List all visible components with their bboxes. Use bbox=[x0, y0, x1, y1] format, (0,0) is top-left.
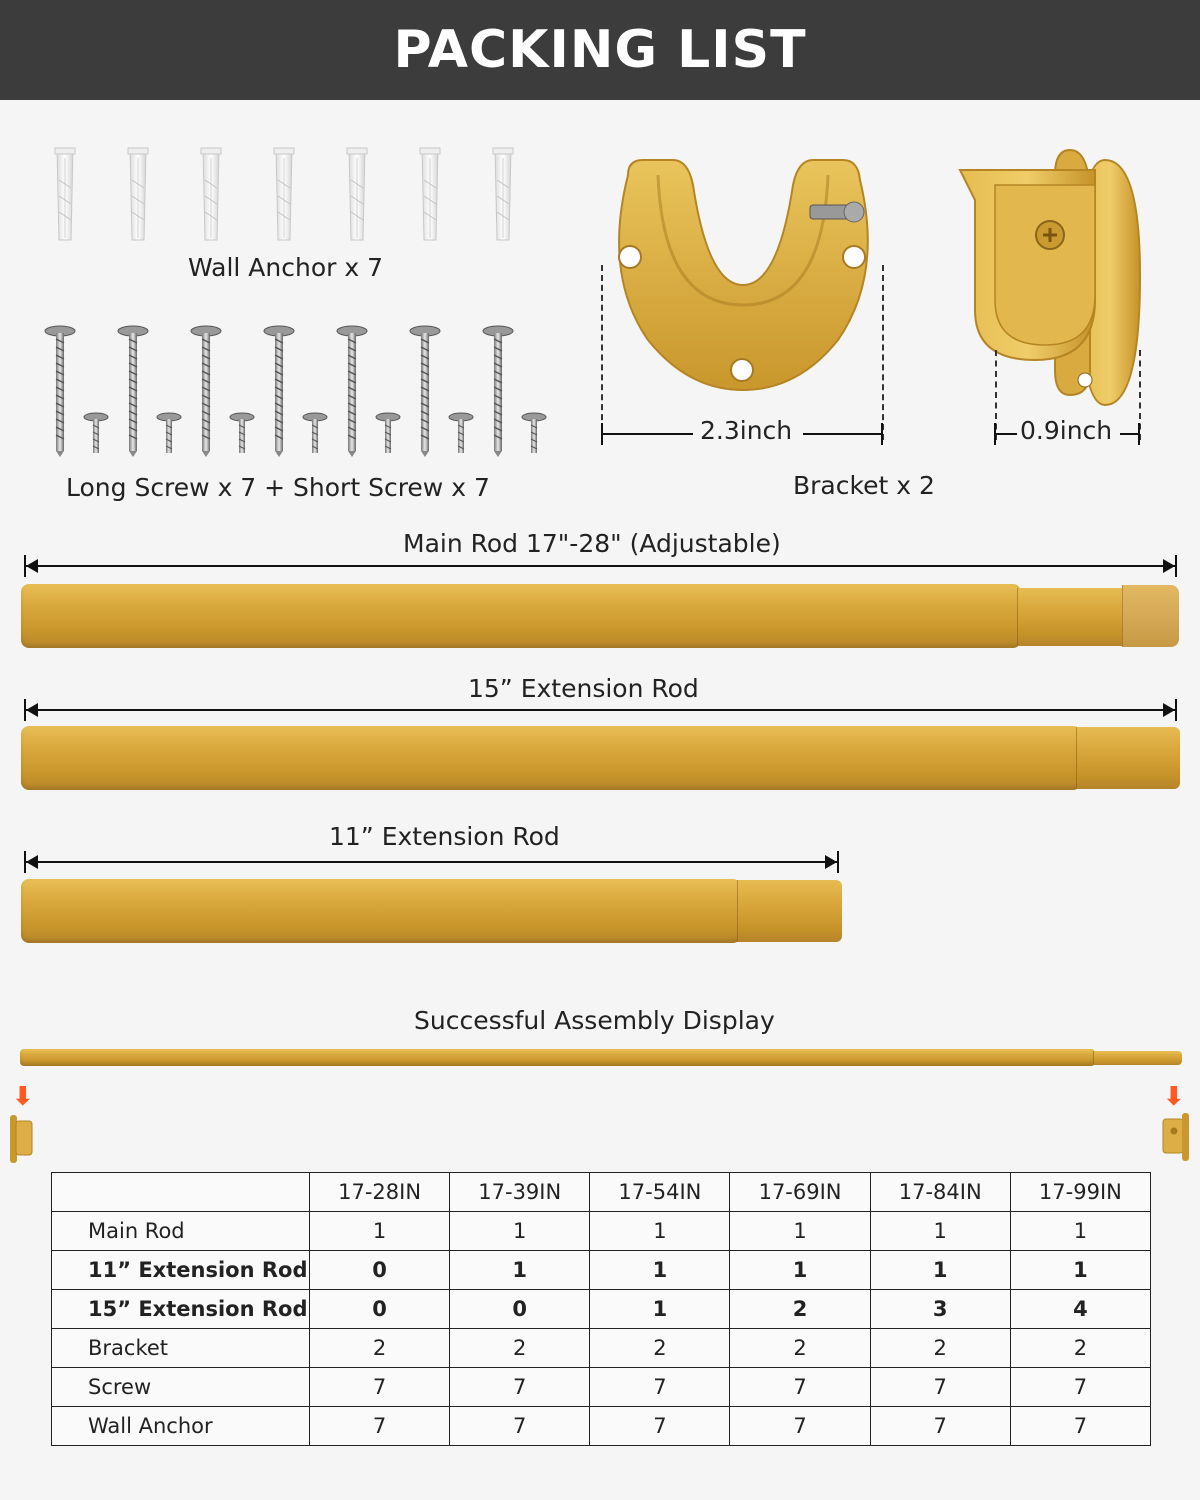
ext15-dim-line bbox=[26, 709, 1176, 711]
ext11-rod bbox=[21, 879, 741, 943]
table-cell: 0 bbox=[310, 1251, 450, 1290]
table-cell: 1 bbox=[450, 1212, 590, 1251]
bracket-front-image bbox=[598, 155, 888, 395]
table-cell: 2 bbox=[310, 1329, 450, 1368]
bracket-width-label: 2.3inch bbox=[700, 416, 793, 445]
assembled-rod-end bbox=[1093, 1051, 1182, 1065]
table-cell: 7 bbox=[1010, 1407, 1150, 1446]
ext15-rod-joint bbox=[1076, 727, 1180, 789]
table-cell: 2 bbox=[590, 1329, 730, 1368]
table-cell: 7 bbox=[1010, 1368, 1150, 1407]
wall-anchor-label: Wall Anchor x 7 bbox=[188, 253, 383, 282]
table-row bbox=[52, 1251, 1151, 1290]
page-title: PACKING LIST bbox=[393, 20, 807, 80]
table-row bbox=[52, 1368, 1151, 1407]
table-cell: 7 bbox=[590, 1407, 730, 1446]
table-header-cell: 17-54IN bbox=[590, 1173, 730, 1212]
table-header-row bbox=[52, 1173, 1151, 1212]
table-cell: 7 bbox=[870, 1407, 1010, 1446]
table-row bbox=[52, 1329, 1151, 1368]
ext11-dim-arrow-right bbox=[825, 855, 837, 869]
bracket-depth-line-left bbox=[995, 433, 1017, 435]
wall-anchors-image bbox=[45, 140, 545, 250]
ext11-label: 11” Extension Rod bbox=[329, 822, 560, 851]
ext15-label: 15” Extension Rod bbox=[468, 674, 699, 703]
main-rod-dim-arrow-right bbox=[1163, 559, 1175, 573]
screws-image bbox=[40, 325, 560, 460]
table-row-label: Wall Anchor bbox=[52, 1407, 310, 1446]
table-cell: 4 bbox=[1010, 1290, 1150, 1329]
table-cell: 7 bbox=[870, 1368, 1010, 1407]
table-row-label: 15” Extension Rod bbox=[52, 1290, 310, 1329]
table-cell: 1 bbox=[870, 1251, 1010, 1290]
bracket-width-end-right bbox=[881, 423, 883, 445]
table-cell: 7 bbox=[310, 1368, 450, 1407]
bracket-width-guide-right bbox=[882, 265, 884, 440]
table-cell: 1 bbox=[590, 1290, 730, 1329]
table-cell: 2 bbox=[450, 1329, 590, 1368]
bracket-side-image bbox=[955, 140, 1145, 410]
ext15-dim-end-right bbox=[1175, 699, 1177, 721]
table-cell: 7 bbox=[310, 1407, 450, 1446]
assembly-label: Successful Assembly Display bbox=[414, 1006, 775, 1035]
right-bracket-small-icon bbox=[1163, 1113, 1191, 1161]
bracket-width-line-right bbox=[803, 433, 883, 435]
table-row-label: Main Rod bbox=[52, 1212, 310, 1251]
assembled-rod bbox=[20, 1049, 1095, 1066]
table-cell: 2 bbox=[730, 1290, 870, 1329]
table-cell: 1 bbox=[1010, 1212, 1150, 1251]
table-cell: 7 bbox=[450, 1407, 590, 1446]
main-rod-dim-line bbox=[26, 565, 1176, 567]
screw-label: Long Screw x 7 + Short Screw x 7 bbox=[66, 473, 490, 502]
ext11-dim-line bbox=[26, 861, 838, 863]
main-rod-end-cap bbox=[1122, 585, 1179, 647]
table-row bbox=[52, 1212, 1151, 1251]
table-cell: 2 bbox=[1010, 1329, 1150, 1368]
ext15-dim-arrow-right bbox=[1163, 703, 1175, 717]
table-row-label: 11” Extension Rod bbox=[52, 1251, 310, 1290]
table-cell: 1 bbox=[450, 1251, 590, 1290]
table-cell: 7 bbox=[590, 1368, 730, 1407]
bracket-width-line-left bbox=[601, 433, 693, 435]
bracket-width-guide-left bbox=[601, 265, 603, 440]
table-cell: 0 bbox=[450, 1290, 590, 1329]
table-cell: 7 bbox=[450, 1368, 590, 1407]
table-cell: 1 bbox=[730, 1251, 870, 1290]
header-bar bbox=[0, 0, 1200, 100]
table-header-cell: 17-69IN bbox=[730, 1173, 870, 1212]
main-rod bbox=[21, 584, 1021, 648]
table-header-cell: 17-99IN bbox=[1010, 1173, 1150, 1212]
table-header-cell: 17-28IN bbox=[310, 1173, 450, 1212]
table-header-cell: 17-39IN bbox=[450, 1173, 590, 1212]
table-header-cell: 17-84IN bbox=[870, 1173, 1010, 1212]
bracket-label: Bracket x 2 bbox=[793, 471, 935, 500]
table-cell: 2 bbox=[870, 1329, 1010, 1368]
table-cell: 1 bbox=[730, 1212, 870, 1251]
left-bracket-small-icon bbox=[8, 1115, 34, 1163]
table-cell: 1 bbox=[590, 1212, 730, 1251]
table-cell: 7 bbox=[730, 1407, 870, 1446]
main-rod-dim-end-right bbox=[1175, 555, 1177, 577]
table-row bbox=[52, 1407, 1151, 1446]
table-cell: 1 bbox=[590, 1251, 730, 1290]
table-cell: 0 bbox=[310, 1290, 450, 1329]
right-bracket-arrow-icon: ⬇ bbox=[1163, 1082, 1185, 1112]
main-rod-label: Main Rod 17"-28" (Adjustable) bbox=[403, 529, 781, 558]
table-cell: 1 bbox=[310, 1212, 450, 1251]
table-cell: 1 bbox=[870, 1212, 1010, 1251]
ext15-rod bbox=[21, 726, 1081, 790]
table-row bbox=[52, 1290, 1151, 1329]
assembly-table bbox=[51, 1172, 1151, 1446]
table-cell: 2 bbox=[730, 1329, 870, 1368]
table-header-cell bbox=[52, 1173, 310, 1212]
bracket-depth-label: 0.9inch bbox=[1020, 416, 1113, 445]
table-cell: 3 bbox=[870, 1290, 1010, 1329]
bracket-width-end-left bbox=[601, 423, 603, 445]
table-cell: 7 bbox=[730, 1368, 870, 1407]
ext11-dim-end-right bbox=[837, 851, 839, 873]
bracket-depth-end-right bbox=[1138, 423, 1140, 445]
ext11-rod-joint bbox=[737, 880, 842, 942]
bracket-depth-end-left bbox=[994, 423, 996, 445]
table-row-label: Bracket bbox=[52, 1329, 310, 1368]
table-row-label: Screw bbox=[52, 1368, 310, 1407]
table-cell: 1 bbox=[1010, 1251, 1150, 1290]
main-rod-inner-tube bbox=[1017, 588, 1128, 646]
left-bracket-arrow-icon: ⬇ bbox=[12, 1082, 34, 1112]
bracket-depth-line-right bbox=[1120, 433, 1140, 435]
